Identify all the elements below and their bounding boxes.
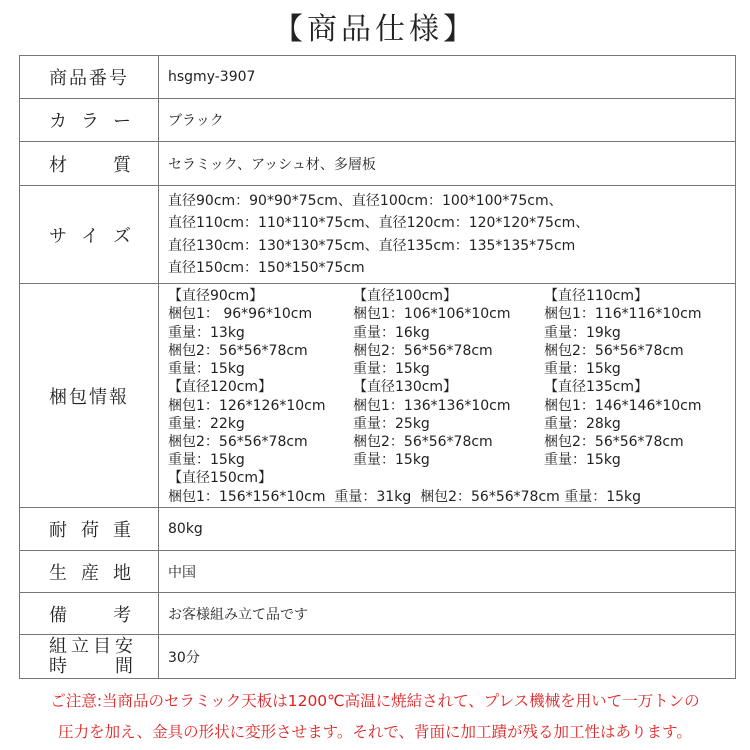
pkg-group-150: 【直径150cm】 梱包1：156*156*10cm 重量：31kg 梱包2：56*56*78cm 重量：15kg — [168, 470, 642, 505]
value-material: セラミック、アッシュ材、多層板 — [159, 142, 736, 186]
label-load: 耐 荷 重 — [20, 508, 159, 551]
label-packaging: 梱包情報 — [20, 284, 159, 508]
value-origin: 中国 — [159, 551, 736, 593]
page-title: 【商品仕様】 — [273, 12, 477, 47]
pkg-group-135: 【直径135cm】 梱包1：146*146*10cm 重量：28kg 梱包2：56*56*78cm 重量：15kg — [544, 379, 702, 469]
spec-table — [19, 55, 736, 679]
row-color — [20, 99, 736, 142]
pkg-group-110: 【直径110cm】 梱包1：116*116*10cm 重量：19kg 梱包2：56*56*78cm 重量：15kg — [544, 288, 702, 378]
label-size: サ イ ズ — [20, 186, 159, 284]
notice-text: ご注意:当商品のセラミック天板は1200℃高温に焼結されて、プレス機械を用いて一万トンの 圧力を加え、金具の形状に変形させます。それで、背面に加工蹟が残る加工性はあります。 — [50, 692, 700, 741]
label-remarks: 備 考 — [20, 593, 159, 635]
label-assembly: 組 立 目 安 時 間 — [20, 635, 159, 679]
label-origin: 生 産 地 — [20, 551, 159, 593]
row-product-number — [20, 56, 736, 99]
pkg-group-120: 【直径120cm】 梱包1：126*126*10cm 重量：22kg 梱包2：56*56*78cm 重量：15kg — [168, 379, 326, 469]
value-packaging — [159, 284, 736, 508]
label-color: カ ラ ー — [20, 99, 159, 142]
row-material — [20, 142, 736, 186]
value-product-number: hsgmy-3907 — [159, 56, 736, 99]
label-product-number: 商品番号 — [20, 56, 159, 99]
row-load — [20, 508, 736, 551]
value-load: 80kg — [159, 508, 736, 551]
value-remarks: お客様組み立て品です — [159, 593, 736, 635]
value-assembly: 30分 — [159, 635, 736, 679]
row-size — [20, 186, 736, 284]
row-remarks — [20, 593, 736, 635]
label-material: 材 質 — [20, 142, 159, 186]
value-color: ブラック — [159, 99, 736, 142]
row-assembly — [20, 635, 736, 679]
pkg-group-130: 【直径130cm】 梱包1：136*136*10cm 重量：25kg 梱包2：56*56*78cm 重量：15kg — [353, 379, 511, 469]
row-packaging — [20, 284, 736, 508]
row-origin — [20, 551, 736, 593]
value-size: 直径90cm：90*90*75cm、直径100cm：100*100*75cm、 直径110cm：110*110*75cm、直径120cm：120*120*75cm、 直径130cm：130*130*75cm、直径135cm：135*135*75cm 直径150cm：150*150*75cm — [159, 186, 736, 284]
pkg-group-100: 【直径100cm】 梱包1：106*106*10cm 重量：16kg 梱包2：56*56*78cm 重量：15kg — [353, 288, 511, 378]
pkg-group-90: 【直径90cm】 梱包1： 96*96*10cm 重量：13kg 梱包2：56*56*78cm 重量：15kg — [168, 288, 313, 378]
